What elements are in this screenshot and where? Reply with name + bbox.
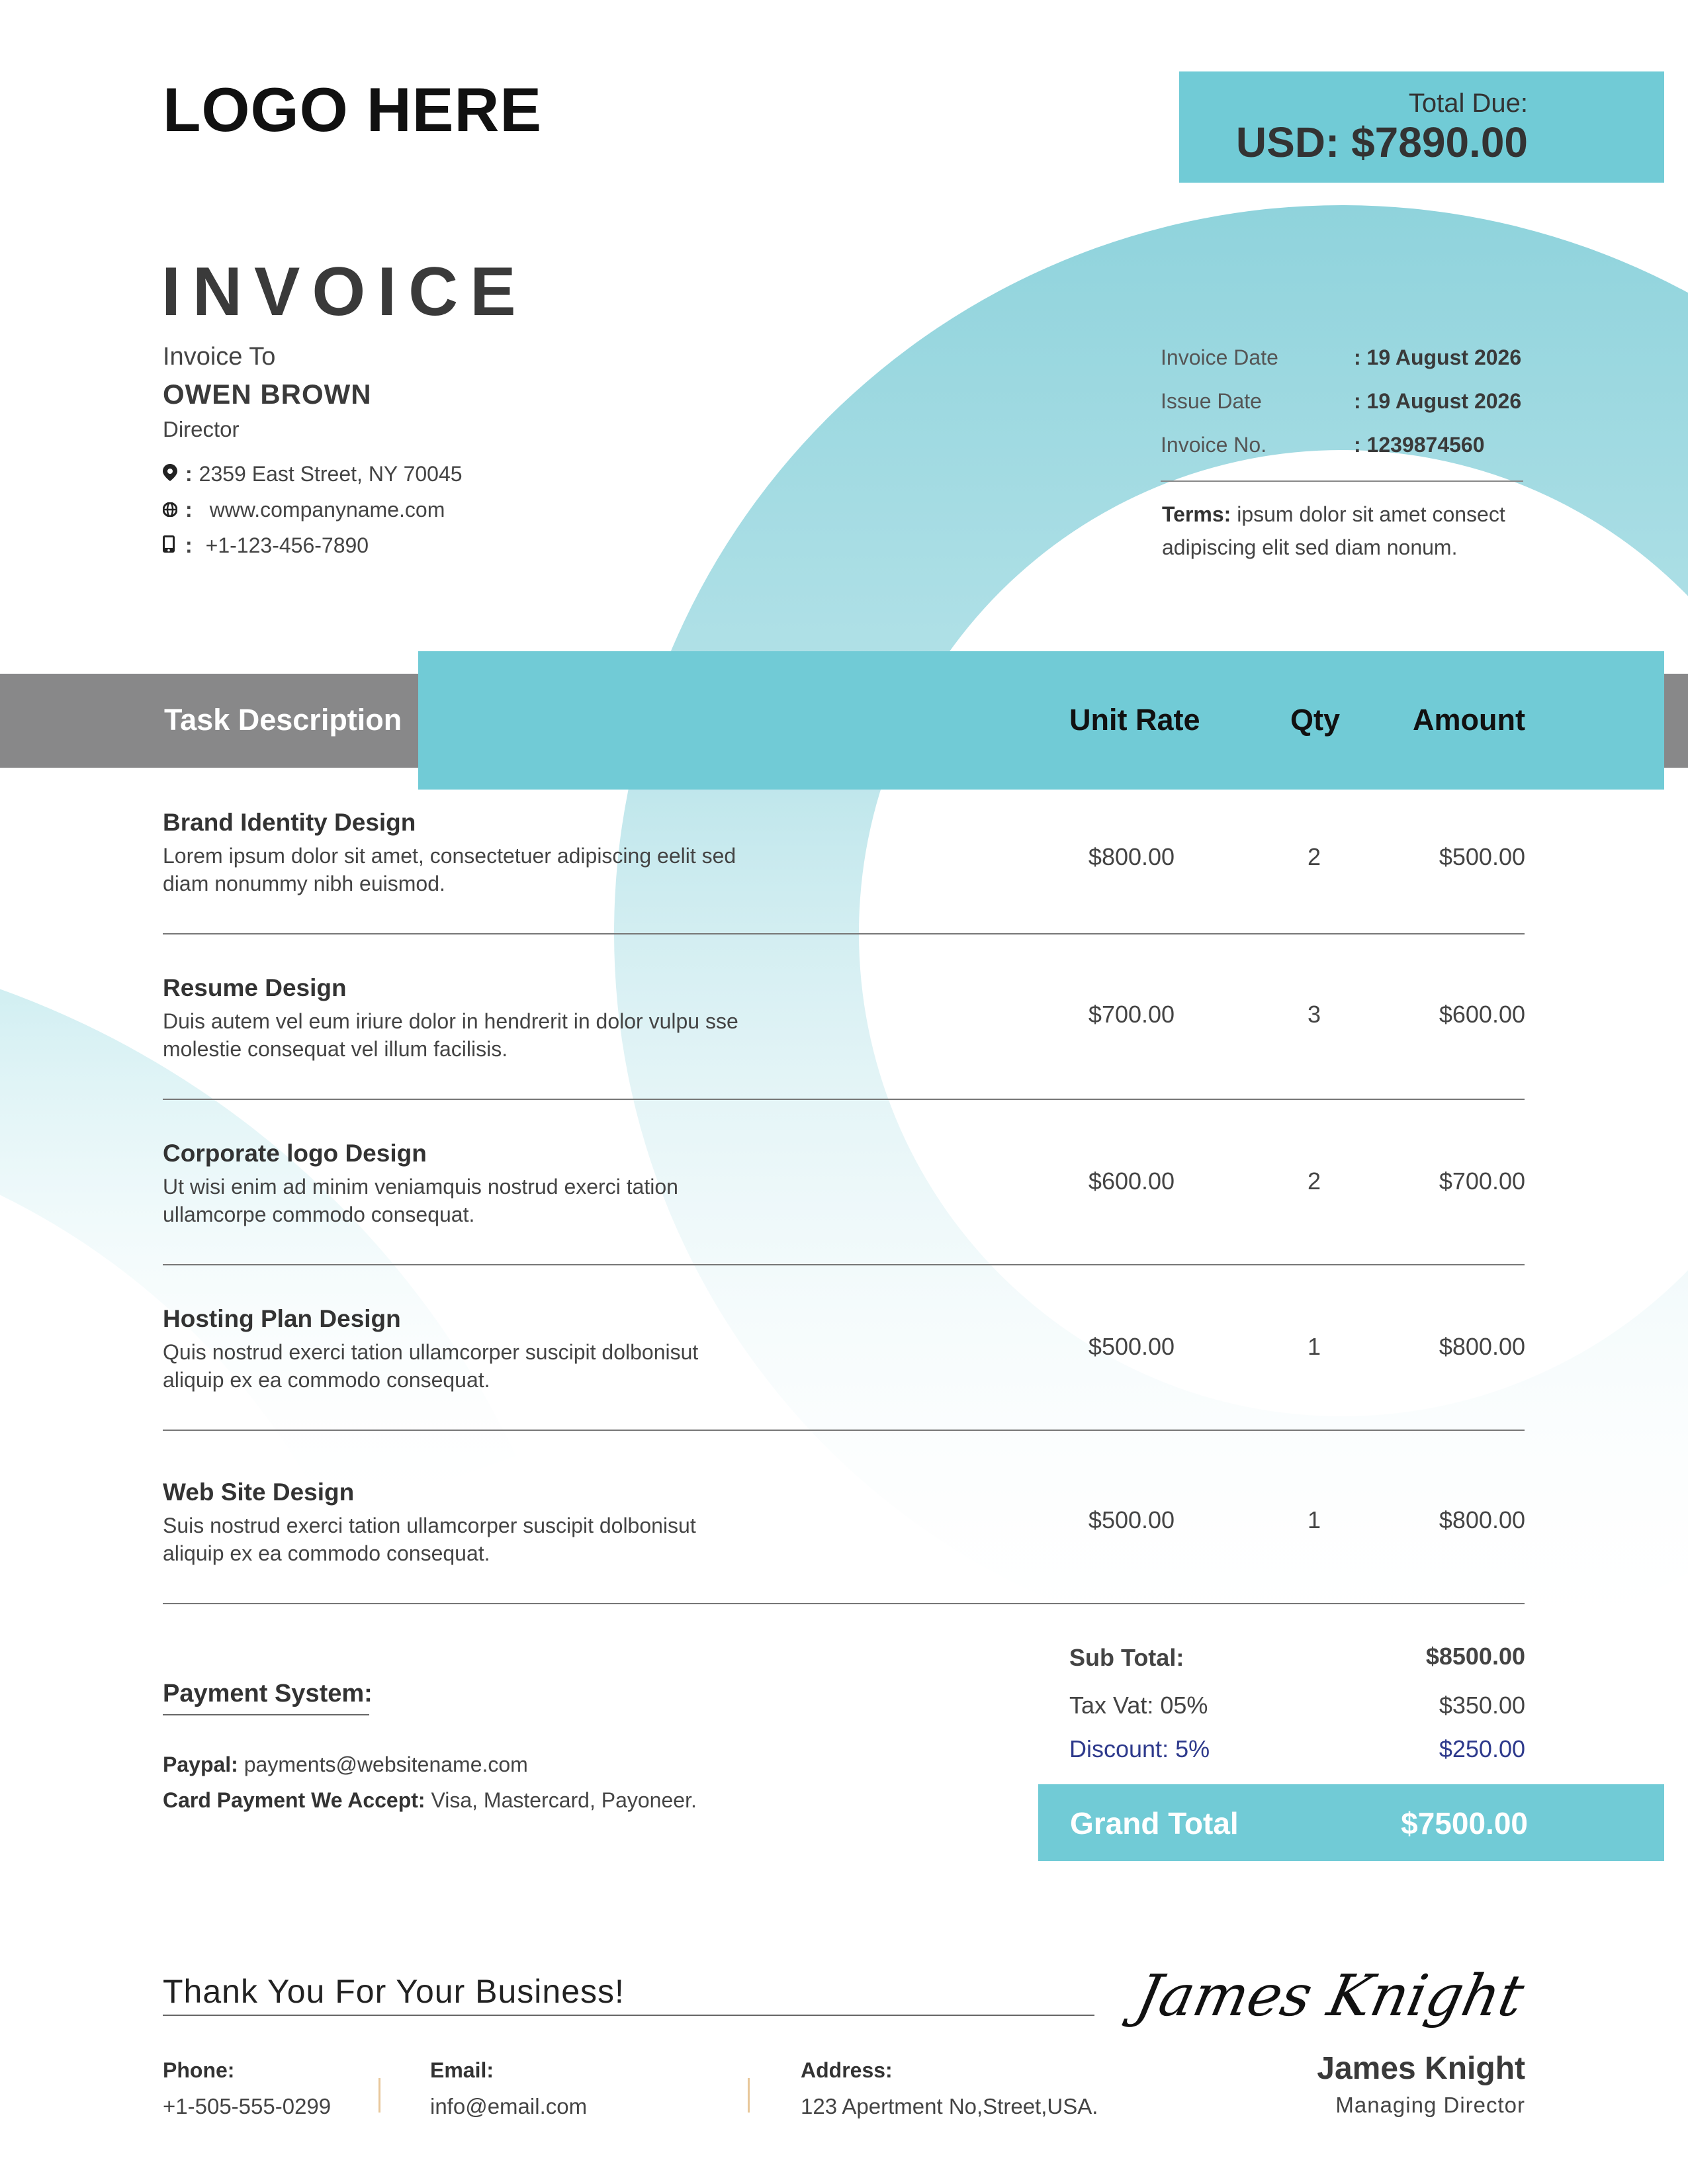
row-description: Ut wisi enim ad minim veniamquis nostrud exerci tation ullamcorpe commodo consequat. <box>163 1175 678 1226</box>
total-due-box <box>1179 71 1664 183</box>
paypal-line <box>163 1752 528 1777</box>
header-task-description: Task Description <box>164 703 402 737</box>
row-description: Duis autem vel eum iriure dolor in hendrerit in dolor vulpu sse molestie consequat vel illum facilisis. <box>163 1009 738 1061</box>
contact-sep: : <box>185 533 193 557</box>
footer-address-label: Address: <box>801 2058 893 2082</box>
row-qty: 3 <box>1307 1001 1321 1028</box>
paypal-value: payments@websitename.com <box>238 1752 528 1776</box>
row-title: Brand Identity Design <box>163 809 416 836</box>
footer-address-value: 123 Apertment No,Street,USA. <box>801 2094 1098 2118</box>
row-unit-rate: $500.00 <box>1088 1333 1175 1360</box>
signature: James Knight <box>1130 1963 1530 2029</box>
contact-address-text: 2359 East Street, NY 70045 <box>199 462 463 486</box>
contact-phone-text: +1-123-456-7890 <box>205 533 369 557</box>
contact-phone <box>163 533 369 558</box>
row-unit-rate: $500.00 <box>1088 1506 1175 1533</box>
card-payment-label: Card Payment We Accept: <box>163 1788 425 1812</box>
row-title: Hosting Plan Design <box>163 1305 401 1332</box>
row-divider <box>163 1099 1525 1100</box>
payment-title-underline <box>163 1714 369 1715</box>
issue-date-value: : 19 August 2026 <box>1354 389 1522 413</box>
terms-label: Terms: <box>1162 502 1231 526</box>
footer-phone-value: +1-505-555-0299 <box>163 2094 332 2118</box>
location-pin-icon <box>163 462 183 486</box>
row-divider <box>163 1430 1525 1431</box>
footer-email-value: info@email.com <box>430 2094 588 2118</box>
subtotal-label: Sub Total: <box>1069 1644 1184 1671</box>
card-payment-value: Visa, Mastercard, Payoneer. <box>425 1788 697 1812</box>
globe-icon <box>163 498 183 522</box>
row-amount: $800.00 <box>1439 1333 1525 1360</box>
total-due-amount: USD: $7890.00 <box>1235 118 1528 166</box>
footer-email-label: Email: <box>430 2058 494 2082</box>
row-unit-rate: $700.00 <box>1088 1001 1175 1028</box>
client-role: Director <box>163 417 240 441</box>
invoice-number-value: : 1239874560 <box>1354 433 1485 457</box>
discount-label: Discount: 5% <box>1069 1735 1210 1762</box>
card-payment-line <box>163 1788 697 1813</box>
row-qty: 2 <box>1307 1167 1321 1195</box>
paypal-label: Paypal: <box>163 1752 238 1776</box>
row-unit-rate: $600.00 <box>1088 1167 1175 1195</box>
row-amount: $500.00 <box>1439 843 1525 870</box>
tax-value: $350.00 <box>1439 1692 1525 1719</box>
invoice-title: INVOICE <box>161 253 528 330</box>
row-qty: 1 <box>1307 1506 1321 1533</box>
row-amount: $700.00 <box>1439 1167 1525 1195</box>
row-description: Suis nostrud exerci tation ullamcorper suscipit dolbonisut aliquip ex ea commodo consequat. <box>163 1514 696 1565</box>
invoice-date-value: : 19 August 2026 <box>1354 345 1522 369</box>
subtotal-value: $8500.00 <box>1425 1643 1525 1670</box>
thank-you-message: Thank You For Your Business! <box>163 1973 625 2010</box>
grand-total-box <box>1038 1784 1664 1861</box>
header-qty: Qty <box>1290 703 1341 737</box>
client-name: OWEN BROWN <box>163 379 372 410</box>
invoice-date-label: Invoice Date <box>1161 345 1278 369</box>
row-divider <box>163 933 1525 934</box>
discount-value: $250.00 <box>1439 1735 1525 1762</box>
thank-you-underline <box>163 2015 1094 2016</box>
signer-name: James Knight <box>1317 2051 1525 2086</box>
tax-label: Tax Vat: 05% <box>1069 1692 1208 1719</box>
company-logo: LOGO HERE <box>163 75 543 144</box>
row-qty: 1 <box>1307 1333 1321 1360</box>
row-title: Resume Design <box>163 974 347 1001</box>
header-amount: Amount <box>1413 703 1525 737</box>
contact-website <box>163 498 445 522</box>
meta-divider <box>1161 480 1523 482</box>
header-unit-rate: Unit Rate <box>1069 703 1200 737</box>
row-amount: $800.00 <box>1439 1506 1525 1533</box>
grand-total-value: $7500.00 <box>1401 1806 1528 1841</box>
payment-system-title: Payment System: <box>163 1680 373 1707</box>
invoice-to-label: Invoice To <box>163 343 276 371</box>
row-description: Lorem ipsum dolor sit amet, consectetuer adipiscing eelit sed diam nonummy nibh euismod. <box>163 844 736 895</box>
terms-text <box>1162 498 1533 564</box>
contact-sep: : <box>185 462 193 486</box>
row-title: Corporate logo Design <box>163 1140 427 1167</box>
footer-divider <box>748 2078 750 2113</box>
grand-total-label: Grand Total <box>1070 1806 1239 1841</box>
row-divider <box>163 1603 1525 1604</box>
phone-icon <box>163 533 183 558</box>
total-due-label: Total Due: <box>1408 89 1528 118</box>
terms-body: ipsum dolor sit amet consect adipiscing elit sed diam nonum. <box>1162 502 1505 559</box>
issue-date-label: Issue Date <box>1161 389 1262 413</box>
footer-divider <box>378 2078 380 2113</box>
row-amount: $600.00 <box>1439 1001 1525 1028</box>
footer-phone-label: Phone: <box>163 2058 235 2082</box>
contact-address <box>163 462 463 486</box>
row-unit-rate: $800.00 <box>1088 843 1175 870</box>
invoice-number-label: Invoice No. <box>1161 433 1267 457</box>
row-description: Quis nostrud exerci tation ullamcorper suscipit dolbonisut aliquip ex ea commodo consequat. <box>163 1340 699 1392</box>
row-divider <box>163 1264 1525 1265</box>
contact-website-text: www.companyname.com <box>209 498 445 522</box>
contact-sep: : <box>185 498 193 522</box>
signer-role: Managing Director <box>1335 2093 1525 2117</box>
row-qty: 2 <box>1307 843 1321 870</box>
row-title: Web Site Design <box>163 1479 355 1506</box>
